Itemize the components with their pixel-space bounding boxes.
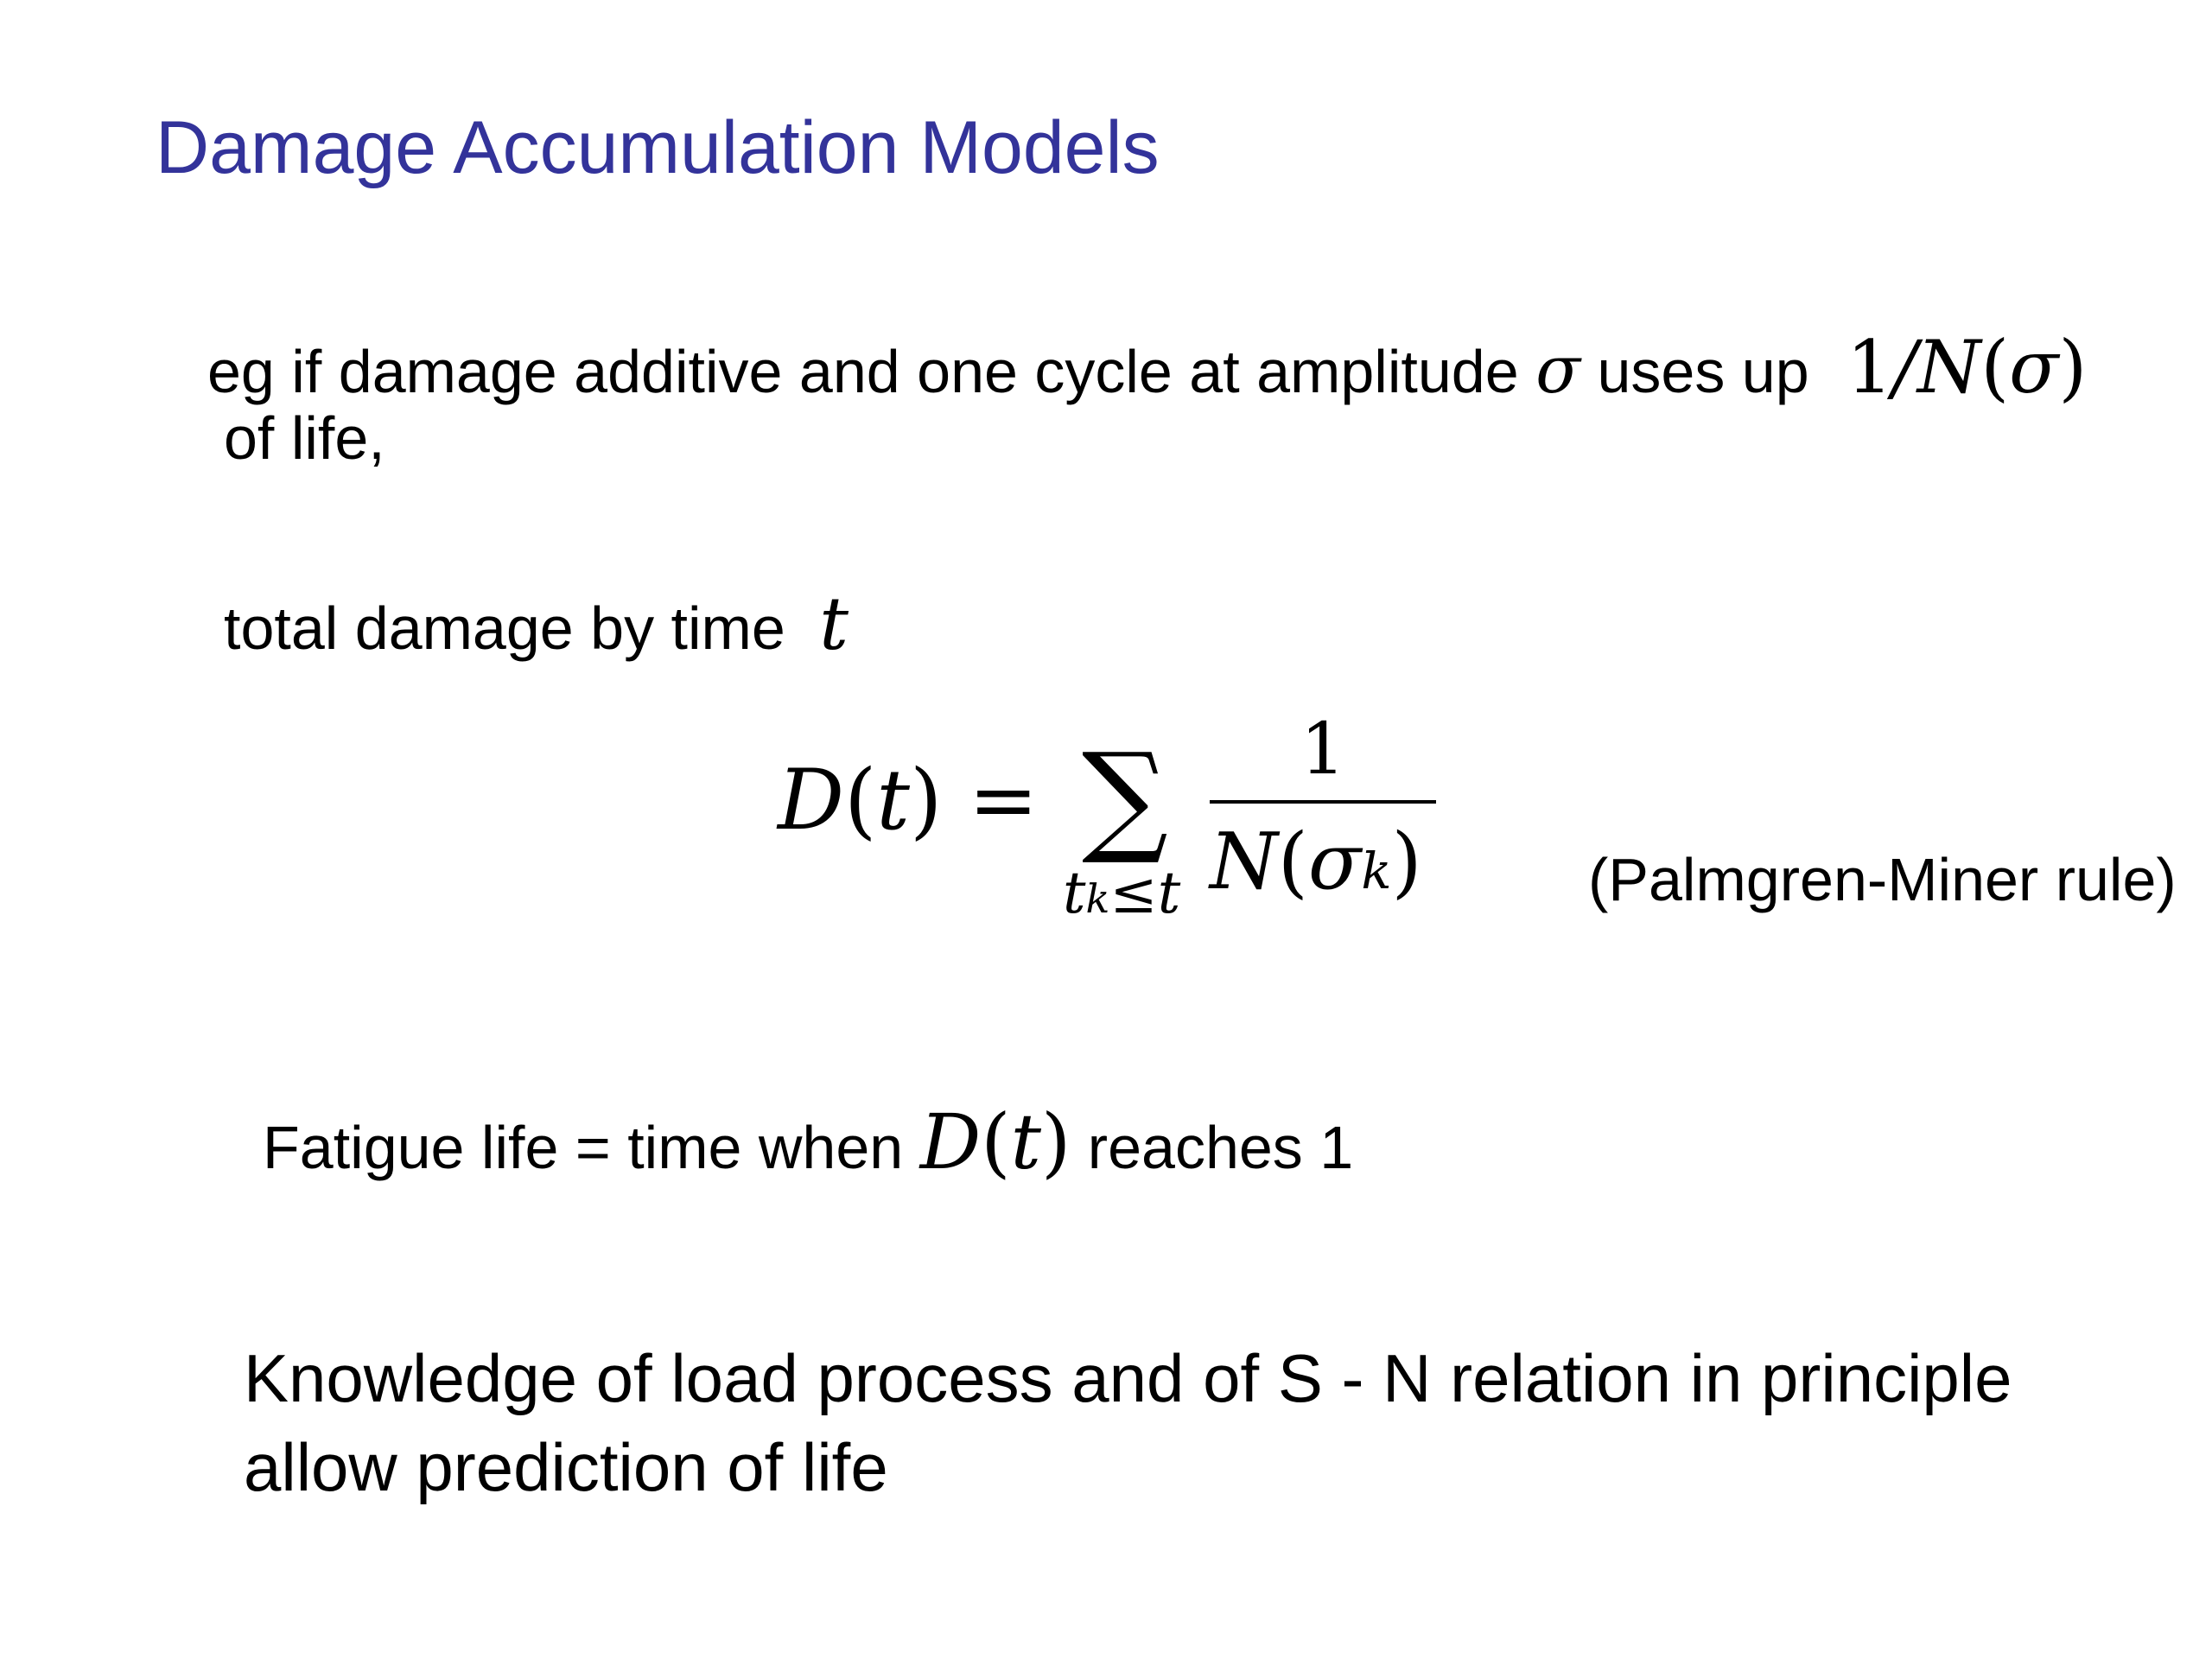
intro-text-2: uses up <box>1597 338 1809 405</box>
sub-k: k <box>1085 875 1110 922</box>
intro-text: eg if damage additive and one cycle at amplitude <box>207 338 1519 405</box>
fatigue-d: D <box>919 1097 982 1186</box>
expr-sigma: σ <box>2009 325 2059 410</box>
expr-slash-n: /N <box>1892 325 1981 410</box>
fatigue-expression <box>920 1097 1071 1186</box>
total-damage-text: total damage by time <box>224 594 785 662</box>
fatigue-close: ) <box>1040 1097 1071 1186</box>
den-n: N <box>1210 817 1278 907</box>
lhs-equals: = <box>942 752 1039 849</box>
lhs-close: ) <box>910 752 943 849</box>
lhs-t: t <box>876 752 910 849</box>
sub-t2: t <box>1157 860 1181 926</box>
slide-title: Damage Accumulation Models <box>156 106 1160 189</box>
rule-label: (Palmgren-Miner rule) <box>1588 846 2177 913</box>
den-open: ( <box>1277 817 1308 907</box>
sum-symbol: ∑ <box>1082 728 1168 868</box>
fatigue-text-2: reaches 1 <box>1087 1114 1354 1181</box>
knowledge-line-1: Knowledge of load process and of S - N relation in principle <box>244 1340 2012 1416</box>
total-damage-line <box>224 582 849 666</box>
den-sigma: σ <box>1307 817 1362 907</box>
expr-close: ) <box>2058 325 2088 410</box>
sub-t: t <box>1063 860 1086 926</box>
den-k: k <box>1361 842 1392 900</box>
sum-subscript <box>1063 860 1180 926</box>
sigma-symbol: σ <box>1535 331 1580 408</box>
expr-open: ( <box>1980 325 2010 410</box>
fatigue-open: ( <box>981 1097 1011 1186</box>
formula-lhs <box>778 752 1038 849</box>
expr-one: 1 <box>1847 325 1893 410</box>
damage-formula <box>778 709 1469 942</box>
inverse-life-expression <box>1847 325 2087 410</box>
intro-line <box>207 325 2088 410</box>
fatigue-text: Fatigue life = time when <box>263 1114 904 1181</box>
fraction-denominator <box>1210 817 1422 907</box>
lhs-d: D <box>778 752 844 849</box>
of-life-line: of life, <box>224 404 385 472</box>
fatigue-t: t <box>1010 1097 1041 1186</box>
knowledge-line-2: allow prediction of life <box>244 1429 888 1505</box>
time-symbol: t <box>819 582 849 666</box>
fatigue-line <box>263 1097 1354 1186</box>
fraction-bar <box>1210 800 1436 804</box>
lhs-open: ( <box>843 752 877 849</box>
fraction-numerator: 1 <box>1300 709 1346 791</box>
den-close: ) <box>1391 817 1422 907</box>
sub-le: ≤ <box>1109 860 1158 926</box>
